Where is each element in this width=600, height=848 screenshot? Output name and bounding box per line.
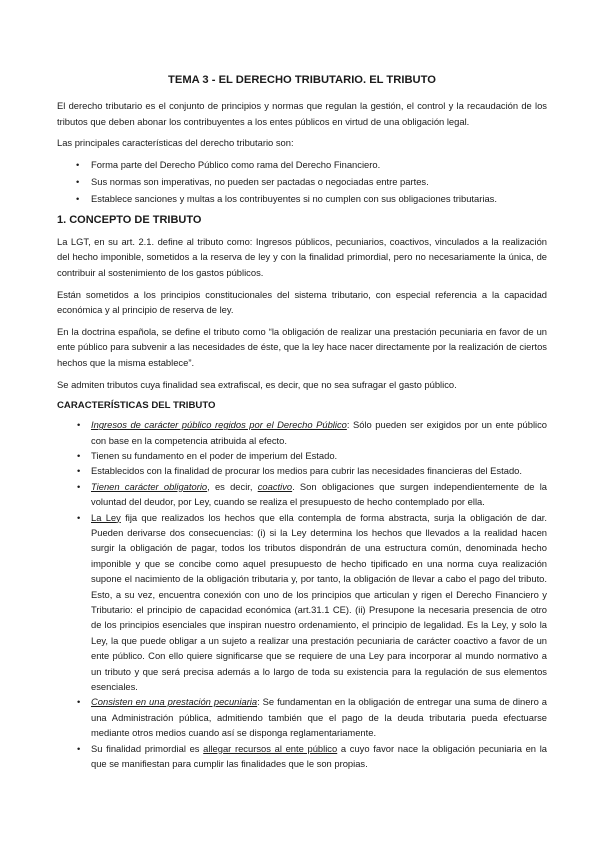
bullet-icon: • <box>77 465 81 477</box>
page-title: TEMA 3 - EL DERECHO TRIBUTARIO. EL TRIBUTO <box>168 74 436 86</box>
characteristics-intro: Las principales características del derecho tributario son: <box>57 137 294 149</box>
extrafiscal-paragraph: Se admiten tributos cuya finalidad sea extrafiscal, es decir, que no sea sufragar el gasto público. <box>57 378 457 390</box>
doctrine-paragraph: En la doctrina española, se define el tributo como “la obligación de realizar una prestación pecuniaria en favor de un ente público para subvenir a las necesidades de éste, que la ley hace nacer directamente por la realización de ciertos hechos que la misma establece”. <box>57 325 547 368</box>
document-page <box>57 72 547 777</box>
tribute-characteristics-list <box>57 417 547 771</box>
intro-paragraph: El derecho tributario es el conjunto de principios y normas que regulan la gestión, el control y la recaudación de los tributos que deben abonar los contribuyentes a los entes públicos en virtud de una obligación legal. <box>57 100 547 127</box>
section-1-heading: 1. CONCEPTO DE TRIBUTO <box>57 213 202 226</box>
list-item: • Forma parte del Derecho Público como rama del Derecho Financiero. <box>76 158 381 170</box>
bullet-icon: • <box>77 449 81 461</box>
bullet-icon: • <box>76 158 80 170</box>
principles-paragraph: Están sometidos a los principios constitucionales del sistema tributario, con especial referencia a la capacidad económica y al principio de reserva de ley. <box>57 288 547 316</box>
list-item: • Tienen su fundamento en el poder de imperium del Estado. <box>77 448 547 463</box>
bullet-icon: • <box>76 175 80 187</box>
list-item: • Ingresos de carácter público regidos por el Derecho Público: Sólo pueden ser exigidos por un ente público con base en la competencia atribuida al efecto. <box>77 419 548 446</box>
list-item: • Establecidos con la finalidad de procurar los medios para cubrir las necesidades financieras del Estado. <box>77 463 547 478</box>
bullet-icon: • <box>77 742 81 754</box>
list-item: • Establece sanciones y multas a los contribuyentes si no cumplen con sus obligaciones tributarias. <box>76 192 497 204</box>
list-item: • Su finalidad primordial es allegar recursos al ente público a cuyo favor nace la obligación pecuniaria en la que se manifiestan para cumplir las finalidades que le son propias. <box>77 742 547 770</box>
bullet-icon: • <box>77 480 81 492</box>
bullet-icon: • <box>77 511 81 523</box>
bullet-icon: • <box>76 192 80 204</box>
characteristics-heading: CARACTERÍSTICAS DEL TRIBUTO <box>57 400 216 412</box>
bullet-icon: • <box>77 696 81 708</box>
list-item: • Sus normas son imperativas, no pueden ser pactadas o negociadas entre partes. <box>76 175 429 187</box>
bullet-icon: • <box>77 419 81 431</box>
list-item: • Tienen carácter obligatorio, es decir, coactivo. Son obligaciones que surgen independientemente de la voluntad del deudor, por Ley, cuando se realiza el presupuesto de hecho contemplado por ella. <box>77 480 548 508</box>
list-item: • Consisten en una prestación pecuniaria: Se fundamentan en la obligación de entregar una suma de dinero a una Administración pública, admitiendo también que el pago de la deuda tributaria pueda efectuarse mediante otros medios cuando así se disponga reglamentariamente. <box>77 696 547 739</box>
characteristics-list <box>57 157 547 206</box>
list-item: • La Ley fija que realizados los hechos que ella contempla de forma abstracta, surja la obligación de dar. Pueden derivarse dos consecuencias: (i) si la Ley determina los hechos que llevados a la realidad hacen surgir la obligación de pagar, todos los tributos dispondrán de una estructura común, denominada hecho imponible y que se concibe como aquel presupuesto de hecho tipificado en una norma cuya realización supone el nacimiento de la obligación tributaria y, por tanto, la obligación de llevar a cabo el pago del tributo. Esto, a su vez, encuentra conexión con uno de los principios que articulan y rigen el Derecho Financiero y Tributario: el principio de capacidad económica (art.31.1 CE). (ii) Presupone la necesaria presencia de otro de los principios esenciales que inspiran nuestro ordenamiento, el principio de legalidad. Es la Ley, y solo la Ley, la que puede obligar a un sujeto a realizar una prestación pecuniaria de carácter coactivo a favor de un ente público. Con ello quiere significarse que se requiere de una Ley para incorporar al mundo normativo a un tributo y que será precisa además a lo largo de toda su existencia para la regulación de sus elementos esenciales. <box>77 511 547 693</box>
definition-paragraph: La LGT, en su art. 2.1. define al tributo como: Ingresos públicos, pecuniarios, coactivos, vinculados a la realización del hecho imponible, sometidos a la reserva de ley y con la finalidad primordial, pero no necesariamente la única, de contribuir al sostenimiento de los gastos públicos. <box>57 235 547 278</box>
